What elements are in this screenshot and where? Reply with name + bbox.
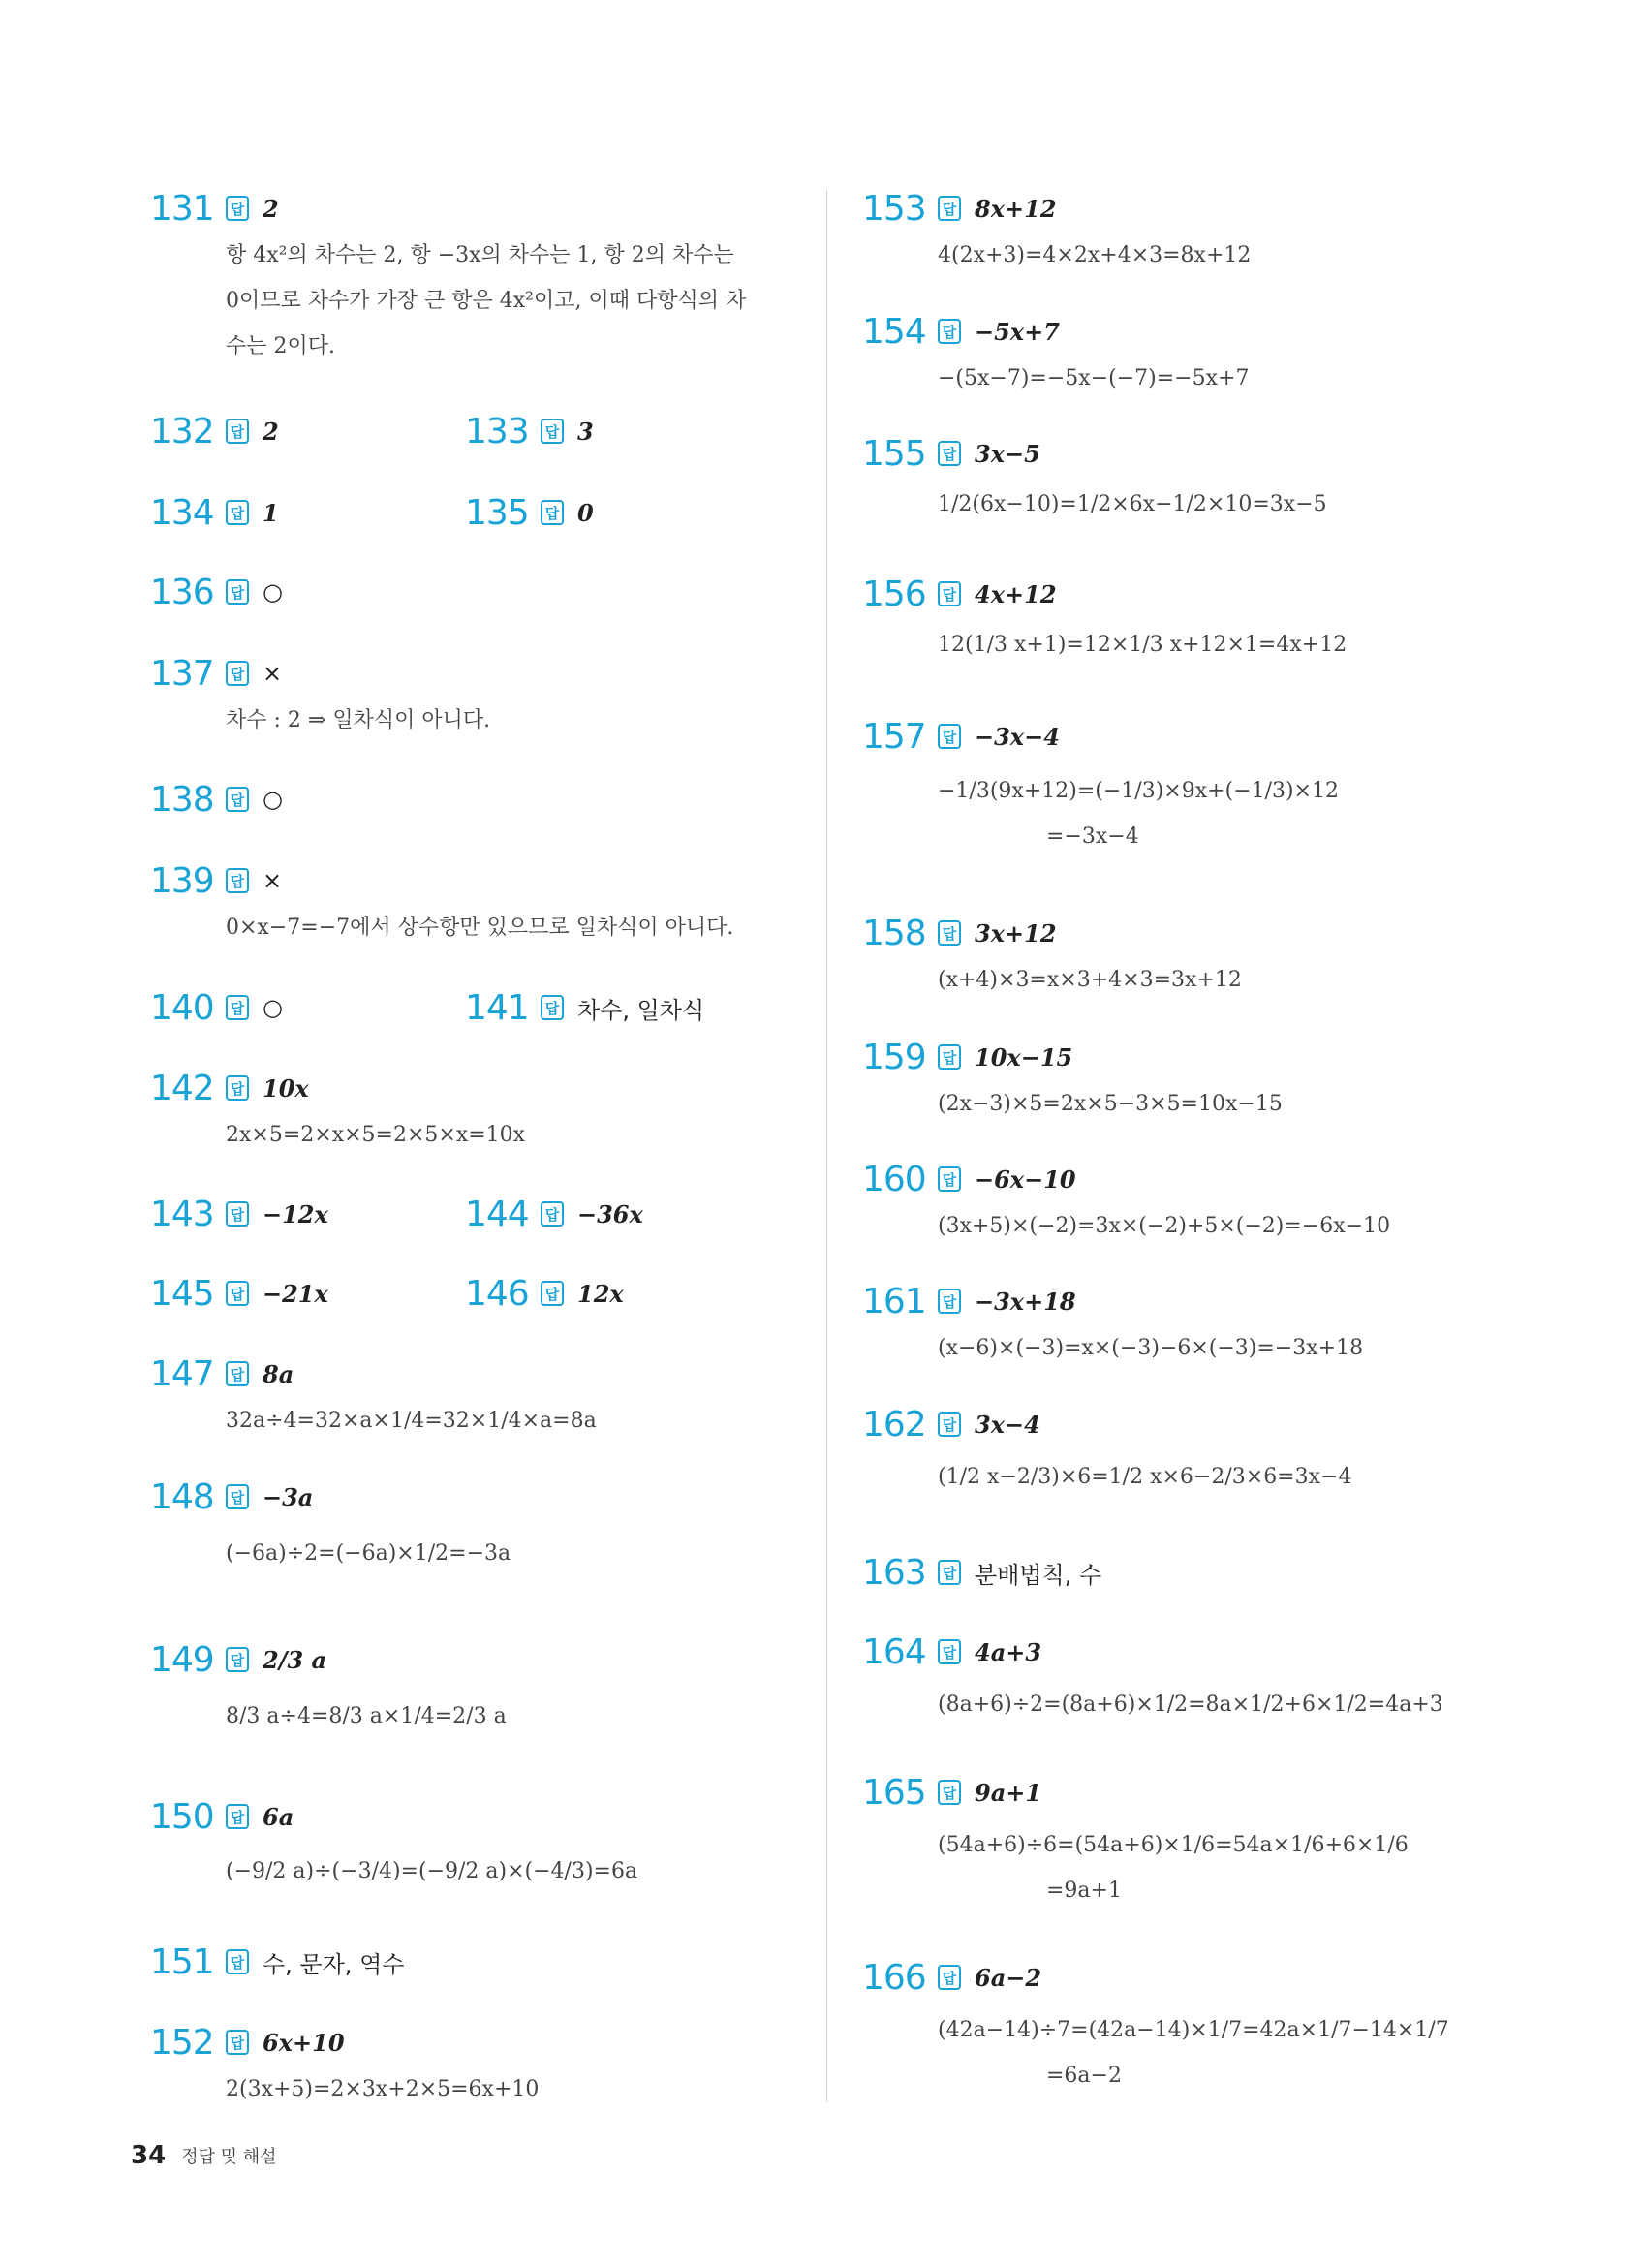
solution-line: (−6a)÷2=(−6a)×1/2=−3a <box>226 1541 511 1566</box>
answer: ○ <box>263 786 283 813</box>
solution-line: 32a÷4=32×a×1/4=32×1/4×a=8a <box>226 1409 597 1433</box>
answer: × <box>263 660 283 687</box>
answer-badge: 답 <box>938 319 961 344</box>
problem-number: 145 <box>150 1273 214 1314</box>
solution-line: =6a−2 <box>1046 2064 1122 2088</box>
problem-number: 131 <box>150 188 214 229</box>
answer-badge: 답 <box>938 1780 961 1805</box>
answer: −36x <box>577 1199 643 1228</box>
answer-badge: 답 <box>938 1289 961 1314</box>
problem-157 <box>862 712 1339 859</box>
answer: 3x−5 <box>975 439 1040 468</box>
problem-133 <box>465 407 594 455</box>
problem-149 <box>150 1635 507 1739</box>
problem-number: 139 <box>150 860 214 901</box>
problem-number: 135 <box>465 492 529 533</box>
solution-line: 2x×5=2×x×5=2×5×x=10x <box>226 1123 526 1147</box>
problem-165 <box>862 1768 1409 1913</box>
answer-badge: 답 <box>938 1560 961 1585</box>
solution-line: (x+4)×3=x×3+4×3=3x+12 <box>938 968 1242 992</box>
problem-166 <box>862 1953 1449 2098</box>
problem-143 <box>150 1190 328 1238</box>
solution-line: 2(3x+5)=2×3x+2×5=6x+10 <box>226 2077 540 2101</box>
answer-badge: 답 <box>226 995 249 1020</box>
answer: 4x+12 <box>975 579 1057 608</box>
problem-134 <box>150 488 279 537</box>
problem-number: 133 <box>465 411 529 451</box>
problem-number: 141 <box>465 987 529 1028</box>
problem-141 <box>465 983 704 1032</box>
solution-line: 0×x−7=−7에서 상수항만 있으므로 일차식이 아니다. <box>226 916 734 940</box>
problem-145 <box>150 1269 328 1318</box>
answer-badge: 답 <box>226 419 249 444</box>
answer: ○ <box>263 578 283 606</box>
problem-number: 138 <box>150 779 214 820</box>
solution-line: 4(2x+3)=4×2x+4×3=8x+12 <box>938 243 1252 267</box>
problem-148 <box>150 1473 511 1576</box>
answer-badge: 답 <box>938 581 961 606</box>
answer-badge: 답 <box>226 868 249 893</box>
problem-number: 158 <box>862 913 926 953</box>
answer: 10x−15 <box>975 1042 1073 1072</box>
solution-line: (54a+6)÷6=(54a+6)×1/6=54a×1/6+6×1/6 <box>938 1833 1409 1857</box>
solution-line: 8/3 a÷4=8/3 a×1/4=2/3 a <box>226 1704 507 1728</box>
answer: ○ <box>263 994 283 1021</box>
problem-number: 152 <box>150 2022 214 2063</box>
answer: 분배법칙, 수 <box>975 1561 1102 1589</box>
answer: 2 <box>263 194 279 223</box>
answer: −3a <box>263 1482 314 1511</box>
answer-badge: 답 <box>226 1201 249 1227</box>
answer: 3 <box>577 417 594 446</box>
problem-number: 149 <box>150 1639 214 1680</box>
problem-number: 160 <box>862 1159 926 1199</box>
solution-line: 12(1/3 x+1)=12×1/3 x+12×1=4x+12 <box>938 633 1348 657</box>
solution-line: (3x+5)×(−2)=3x×(−2)+5×(−2)=−6x−10 <box>938 1214 1391 1238</box>
problem-137 <box>150 649 490 743</box>
solution-line: (x−6)×(−3)=x×(−3)−6×(−3)=−3x+18 <box>938 1336 1364 1360</box>
answer: 2/3 a <box>263 1645 327 1674</box>
answer-badge: 답 <box>226 1949 249 1974</box>
solution-line: 항 4x²의 차수는 2, 항 −3x의 차수는 1, 항 2의 차수는 <box>226 243 734 267</box>
problem-number: 155 <box>862 433 926 474</box>
problem-number: 146 <box>465 1273 529 1314</box>
answer: 8x+12 <box>975 194 1057 223</box>
answer-badge: 답 <box>226 1075 249 1101</box>
problem-138 <box>150 775 283 823</box>
answer: −12x <box>263 1199 328 1228</box>
problem-147 <box>150 1350 597 1444</box>
answer: 10x <box>263 1073 309 1103</box>
answer-badge: 답 <box>541 1201 564 1227</box>
problem-number: 162 <box>862 1404 926 1445</box>
answer-badge: 답 <box>938 196 961 221</box>
problem-number: 136 <box>150 572 214 612</box>
problem-163 <box>862 1548 1101 1597</box>
answer: 2 <box>263 417 279 446</box>
answer: 1 <box>263 498 279 527</box>
answer-badge: 답 <box>541 1281 564 1306</box>
problem-153 <box>862 184 1251 278</box>
answer-badge: 답 <box>938 441 961 466</box>
problem-131 <box>150 184 746 369</box>
problem-number: 140 <box>150 987 214 1028</box>
problem-number: 154 <box>862 311 926 352</box>
problem-159 <box>862 1033 1283 1127</box>
problem-number: 144 <box>465 1194 529 1234</box>
answer-badge: 답 <box>541 995 564 1020</box>
solution-line: =−3x−4 <box>1046 824 1139 849</box>
answer-badge: 답 <box>226 2030 249 2055</box>
solution-line: (−9/2 a)÷(−3/4)=(−9/2 a)×(−4/3)=6a <box>226 1859 638 1883</box>
answer-badge: 답 <box>226 1361 249 1386</box>
answer: 수, 문자, 역수 <box>263 1950 405 1978</box>
answer: 3x−4 <box>975 1410 1040 1439</box>
problem-164 <box>862 1628 1443 1727</box>
problem-152 <box>150 2018 539 2112</box>
answer-badge: 답 <box>938 1639 961 1664</box>
problem-139 <box>150 856 733 950</box>
answer-badge: 답 <box>226 1281 249 1306</box>
answer: −21x <box>263 1279 328 1308</box>
solution-line: 1/2(6x−10)=1/2×6x−1/2×10=3x−5 <box>938 492 1327 516</box>
problem-number: 159 <box>862 1037 926 1077</box>
answer-badge: 답 <box>226 661 249 686</box>
answer-badge: 답 <box>226 579 249 605</box>
answer: 0 <box>577 498 594 527</box>
problem-number: 148 <box>150 1476 214 1517</box>
answer-badge: 답 <box>938 1044 961 1070</box>
problem-number: 165 <box>862 1772 926 1813</box>
problem-151 <box>150 1938 404 1986</box>
solution-line: 차수 : 2 ⇒ 일차식이 아니다. <box>226 708 491 732</box>
answer: 3x+12 <box>975 918 1057 948</box>
problem-number: 150 <box>150 1796 214 1837</box>
answer-badge: 답 <box>226 1804 249 1829</box>
answer: 6a−2 <box>975 1963 1042 1992</box>
solution-line: −1/3(9x+12)=(−1/3)×9x+(−1/3)×12 <box>938 779 1339 803</box>
problem-146 <box>465 1269 624 1318</box>
problem-number: 143 <box>150 1194 214 1234</box>
problem-number: 166 <box>862 1957 926 1998</box>
problem-144 <box>465 1190 643 1238</box>
answer: −6x−10 <box>975 1165 1076 1194</box>
solution-line: −(5x−7)=−5x−(−7)=−5x+7 <box>938 366 1250 390</box>
problem-number: 156 <box>862 574 926 614</box>
problem-number: 153 <box>862 188 926 229</box>
problem-number: 164 <box>862 1631 926 1672</box>
answer-badge: 답 <box>938 920 961 946</box>
answer: −3x−4 <box>975 722 1060 751</box>
answer-badge: 답 <box>938 1965 961 1990</box>
answer-badge: 답 <box>226 1647 249 1672</box>
problem-150 <box>150 1792 637 1894</box>
problem-number: 132 <box>150 411 214 451</box>
solution-line: 0이므로 차수가 가장 큰 항은 4x²이고, 이때 다항식의 차 <box>226 289 747 313</box>
answer-badge: 답 <box>226 500 249 525</box>
answer-badge: 답 <box>938 1166 961 1192</box>
problem-132 <box>150 407 279 455</box>
problem-number: 157 <box>862 716 926 757</box>
problem-136 <box>150 568 283 616</box>
problem-135 <box>465 488 594 537</box>
answer: × <box>263 867 283 894</box>
answer-badge: 답 <box>226 787 249 812</box>
answer: 8a <box>263 1359 294 1388</box>
solution-line: (8a+6)÷2=(8a+6)×1/2=8a×1/2+6×1/2=4a+3 <box>938 1693 1443 1717</box>
solution-line: (2x−3)×5=2x×5−3×5=10x−15 <box>938 1092 1283 1116</box>
problem-number: 161 <box>862 1281 926 1321</box>
answer: 6x+10 <box>263 2028 345 2057</box>
column-divider <box>826 189 827 2102</box>
answer: −3x+18 <box>975 1287 1076 1316</box>
problem-154 <box>862 307 1249 401</box>
problem-158 <box>862 909 1242 1003</box>
solution-line: (1/2 x−2/3)×6=1/2 x×6−2/3×6=3x−4 <box>938 1465 1352 1489</box>
problem-number: 151 <box>150 1942 214 1982</box>
problem-155 <box>862 429 1327 527</box>
answer-badge: 답 <box>938 1412 961 1437</box>
answer: 9a+1 <box>975 1778 1042 1807</box>
answer: −5x+7 <box>975 317 1060 346</box>
footer-label: 정답 및 해설 <box>181 2147 277 2167</box>
problem-number: 142 <box>150 1068 214 1108</box>
answer-badge: 답 <box>226 196 249 221</box>
answer-badge: 답 <box>541 500 564 525</box>
answer-badge: 답 <box>226 1484 249 1509</box>
solution-line: (42a−14)÷7=(42a−14)×1/7=42a×1/7−14×1/7 <box>938 2018 1449 2042</box>
answer: 차수, 일차식 <box>577 996 705 1024</box>
answer: 6a <box>263 1802 294 1831</box>
solution-line: 수는 2이다. <box>226 334 335 358</box>
problem-156 <box>862 570 1347 668</box>
answer: 12x <box>577 1279 624 1308</box>
answer-badge: 답 <box>541 419 564 444</box>
problem-162 <box>862 1400 1351 1500</box>
page-number: 34 <box>131 2141 167 2170</box>
page-footer <box>131 2141 277 2170</box>
problem-number: 137 <box>150 653 214 694</box>
problem-number: 134 <box>150 492 214 533</box>
problem-number: 147 <box>150 1353 214 1394</box>
problem-160 <box>862 1155 1390 1249</box>
problem-140 <box>150 983 283 1032</box>
answer-badge: 답 <box>938 724 961 749</box>
problem-142 <box>150 1064 525 1158</box>
answer: 4a+3 <box>975 1637 1042 1666</box>
problem-number: 163 <box>862 1552 926 1593</box>
solution-line: =9a+1 <box>1046 1879 1122 1903</box>
problem-161 <box>862 1277 1363 1371</box>
